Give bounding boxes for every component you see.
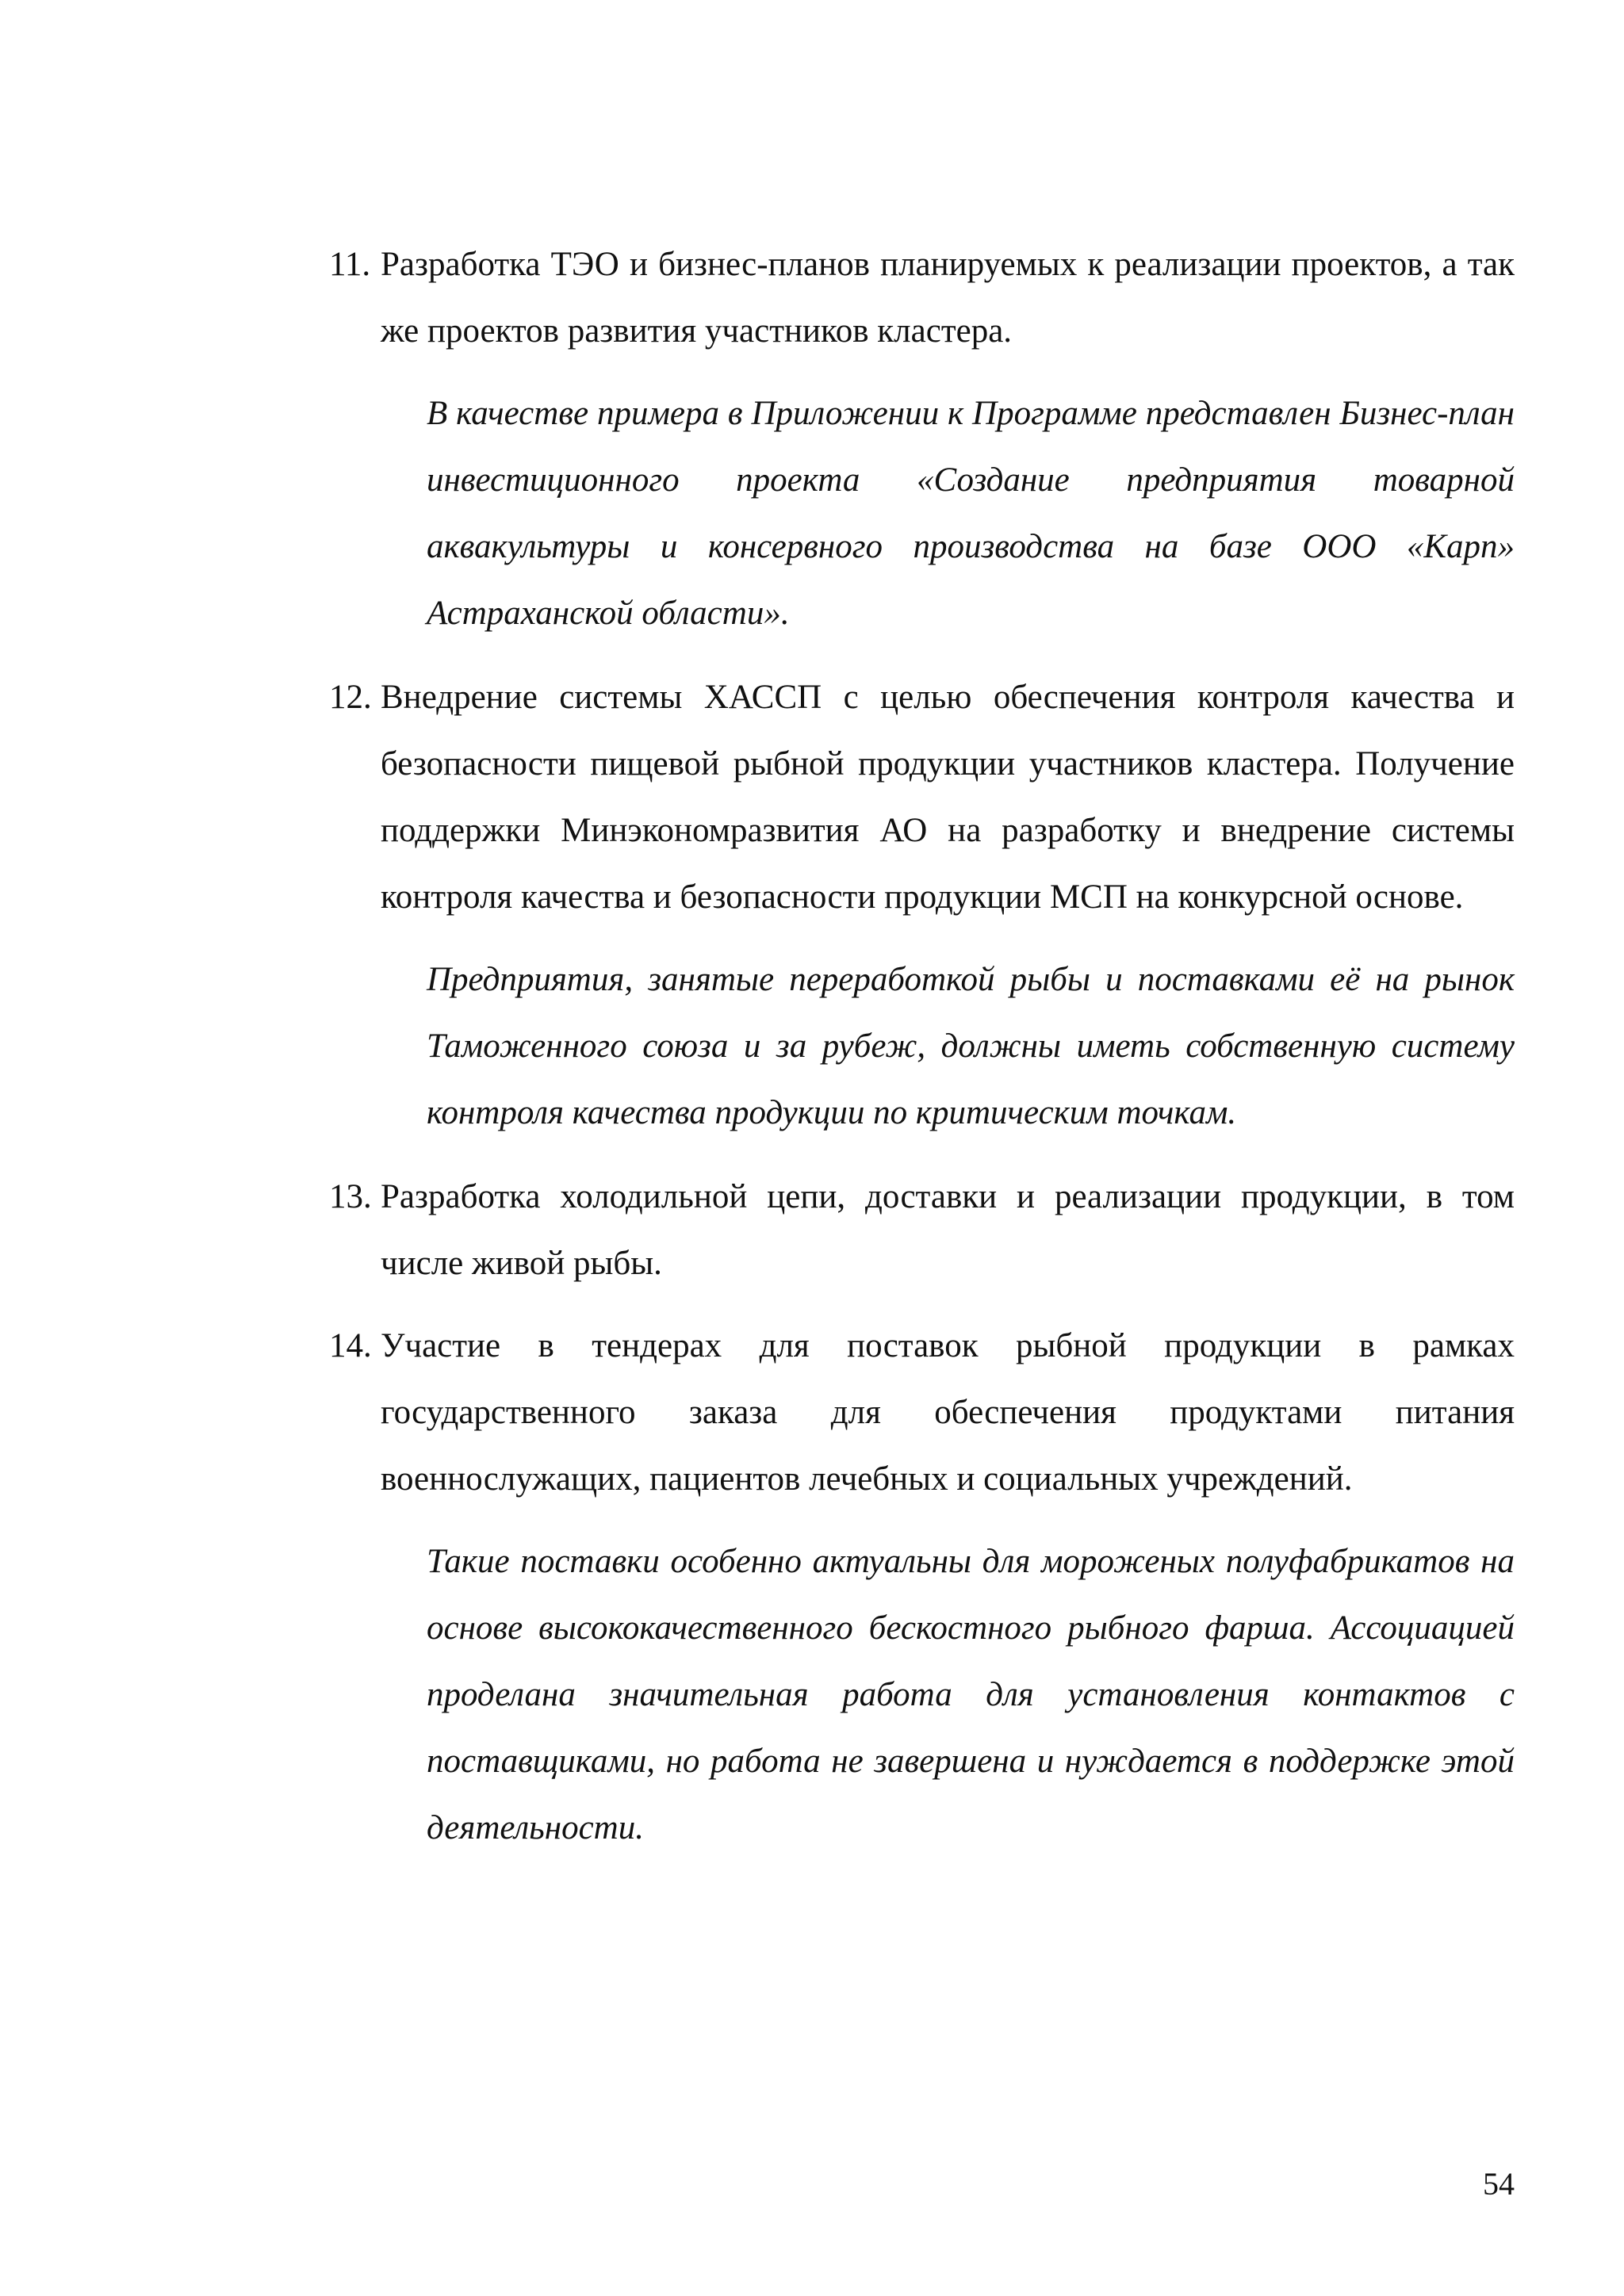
list-item bbox=[329, 1313, 1515, 1513]
item-text: Разработка ТЭО и бизнес-планов планируемых к реализации проектов, а так же проектов развития участников кластера. bbox=[381, 246, 1515, 350]
item-number: 12. bbox=[329, 679, 372, 716]
item-note: В качестве примера в Приложении к Программе представлен Бизнес-план инвестиционного проекта «Создание предприятия товарной аквакультуры и консервного производства на базе ООО «Карп» Астраханской области». bbox=[427, 395, 1515, 632]
item-text: Внедрение системы ХАССП с целью обеспечения контроля качества и безопасности пищевой рыбной продукции участников кластера. Получение поддержки Минэкономразвития АО на разработку и внедрение системы контроля качества и безопасности продукции МСП на конкурсной основе. bbox=[381, 679, 1515, 916]
item-number: 14. bbox=[329, 1327, 372, 1364]
list-item bbox=[329, 232, 1515, 365]
list-item bbox=[329, 664, 1515, 931]
item-number: 11. bbox=[329, 246, 371, 283]
item-note: Предприятия, занятые переработкой рыбы и поставками её на рынок Таможенного союза и за рубеж, должны иметь собственную систему контроля качества продукции по критическим точкам. bbox=[427, 961, 1515, 1131]
item-text: Разработка холодильной цепи, доставки и реализации продукции, в том числе живой рыбы. bbox=[381, 1178, 1515, 1282]
list-item bbox=[329, 1164, 1515, 1297]
item-note: Такие поставки особенно актуальны для мороженых полуфабрикатов на основе высококачественного бескостного рыбного фарша. Ассоциацией проделана значительная работа для установления контактов с поставщиками, но работа не завершена и нуждается в поддержке этой деятельности. bbox=[427, 1543, 1515, 1846]
item-text: Участие в тендерах для поставок рыбной продукции в рамках государственного заказа для обеспечения продуктами питания военнослужащих, пациентов лечебных и социальных учреждений. bbox=[381, 1327, 1515, 1498]
numbered-list bbox=[329, 232, 1515, 1879]
page-number: 54 bbox=[1483, 2166, 1515, 2202]
item-number: 13. bbox=[329, 1178, 372, 1215]
